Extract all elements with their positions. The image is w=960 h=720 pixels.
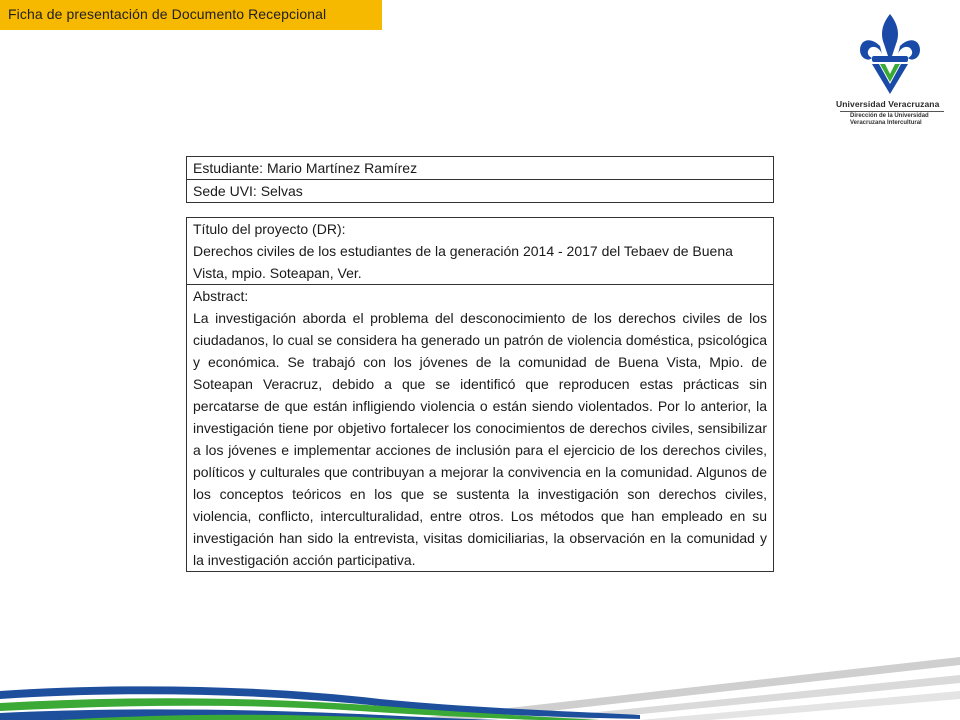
logo-subtitle-line1: Dirección de la Universidad <box>850 113 929 119</box>
fleur-de-lis-icon <box>858 12 922 96</box>
project-title-label: Título del proyecto (DR): <box>193 221 346 237</box>
logo-subtitle-line2: Veracruzana Intercultural <box>850 120 922 126</box>
student-info-table <box>186 156 774 203</box>
logo-university-name: Universidad Veracruzana <box>836 99 940 109</box>
header-title: Ficha de presentación de Documento Recepcional <box>8 6 327 22</box>
logo-subtitle <box>850 113 950 127</box>
header-bar <box>0 0 382 30</box>
abstract-text: La investigación aborda el problema del desconocimiento de los derechos civiles de los ciudadanos, lo cual se considera ha generado un patrón de violencia doméstica, psicológica y económica. Se trabajó con los jóvenes de la comunidad de Buena Vista, Mpio. de Soteapan Veracruz, debido a que se identificó que reproducen estas prácticas sin percatarse de que están infligiendo violencia o están siendo violentados. Por lo anterior, la investigación tiene por objetivo fortalecer los conocimientos de derechos civiles, sensibilizar a los jóvenes e implementar acciones de inclusión para el ejercicio de los derechos civiles, políticos y culturales que contribuyan a mejorar la convivencia en la comunidad. Algunos de los conceptos teóricos en los que se sustenta la investigación son derechos civiles, violencia, conflicto, interculturalidad, entre otros. Los métodos que han empleado en su investigación han sido la entrevista, visitas domiciliarias, la observación en la comunidad y la investigación acción participativa. <box>193 310 767 568</box>
student-row: Estudiante: Mario Martínez Ramírez <box>187 157 773 180</box>
abstract-cell <box>187 285 773 571</box>
project-table <box>186 217 774 572</box>
logo-divider <box>840 111 944 112</box>
project-title-text: Derechos civiles de los estudiantes de la generación 2014 - 2017 del Tebaev de Buena Vista, mpio. Soteapan, Ver. <box>193 243 733 281</box>
decorative-stripes <box>0 655 960 720</box>
campus-row: Sede UVI: Selvas <box>193 183 303 199</box>
abstract-label: Abstract: <box>193 288 249 304</box>
university-logo <box>832 12 950 132</box>
project-title-cell <box>187 218 773 285</box>
